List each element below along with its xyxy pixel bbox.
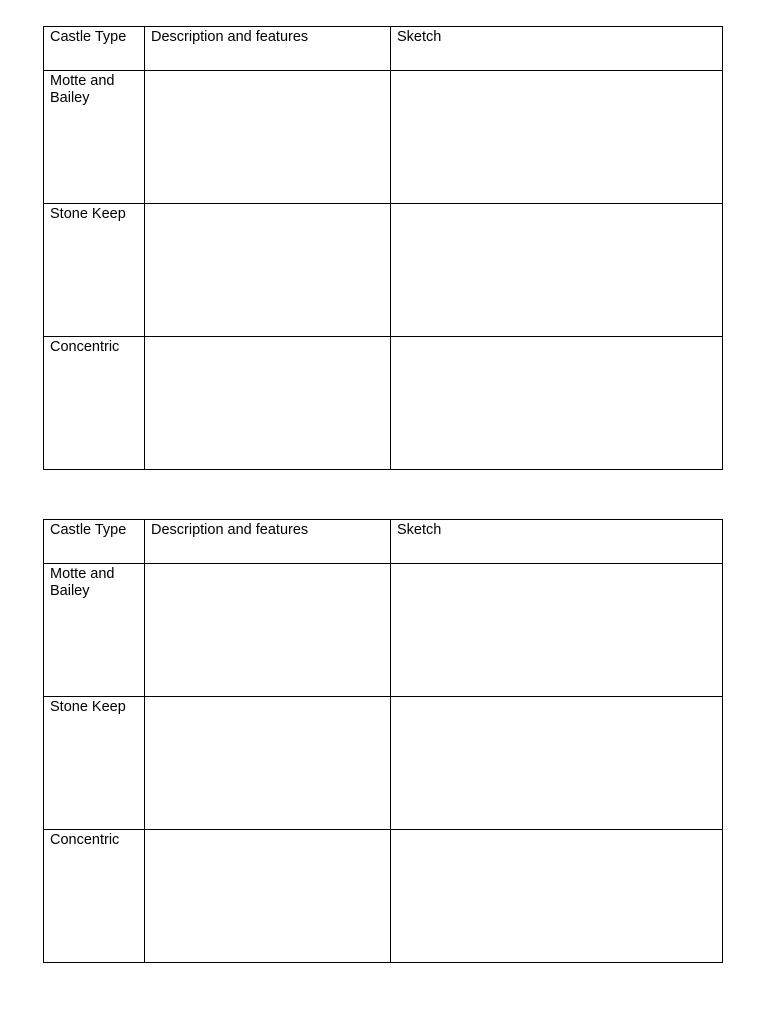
castle-type-cell bbox=[44, 697, 145, 830]
table-header-row bbox=[44, 27, 723, 71]
header-description: Description and features bbox=[145, 520, 391, 564]
table-row bbox=[44, 697, 723, 830]
castle-type-cell bbox=[44, 830, 145, 963]
description-cell[interactable] bbox=[145, 830, 391, 963]
castle-type-cell bbox=[44, 71, 145, 204]
table-row bbox=[44, 564, 723, 697]
sketch-cell[interactable] bbox=[391, 204, 723, 337]
castle-type-label: Motte and Bailey bbox=[50, 73, 115, 106]
description-cell[interactable] bbox=[145, 337, 391, 470]
castle-type-cell bbox=[44, 204, 145, 337]
header-sketch: Sketch bbox=[391, 27, 723, 71]
description-cell[interactable] bbox=[145, 204, 391, 337]
sketch-cell[interactable] bbox=[391, 697, 723, 830]
castle-type-label: Stone Keep bbox=[50, 206, 126, 222]
sketch-cell[interactable] bbox=[391, 71, 723, 204]
castle-type-cell bbox=[44, 564, 145, 697]
sketch-cell[interactable] bbox=[391, 337, 723, 470]
sketch-cell[interactable] bbox=[391, 830, 723, 963]
castle-type-label: Motte and Bailey bbox=[50, 566, 115, 599]
castle-type-label: Concentric bbox=[50, 339, 120, 355]
description-cell[interactable] bbox=[145, 71, 391, 204]
table-row bbox=[44, 204, 723, 337]
castle-type-cell bbox=[44, 337, 145, 470]
table-row bbox=[44, 830, 723, 963]
description-cell[interactable] bbox=[145, 564, 391, 697]
header-sketch: Sketch bbox=[391, 520, 723, 564]
table-row bbox=[44, 337, 723, 470]
castle-worksheet-table-2 bbox=[43, 519, 723, 963]
header-description: Description and features bbox=[145, 27, 391, 71]
table-header-row bbox=[44, 520, 723, 564]
header-castle-type: Castle Type bbox=[44, 27, 145, 71]
description-cell[interactable] bbox=[145, 697, 391, 830]
header-castle-type: Castle Type bbox=[44, 520, 145, 564]
castle-type-label: Concentric bbox=[50, 832, 120, 848]
sketch-cell[interactable] bbox=[391, 564, 723, 697]
castle-worksheet-table-1 bbox=[43, 26, 723, 470]
castle-type-label: Stone Keep bbox=[50, 699, 126, 715]
table-row bbox=[44, 71, 723, 204]
